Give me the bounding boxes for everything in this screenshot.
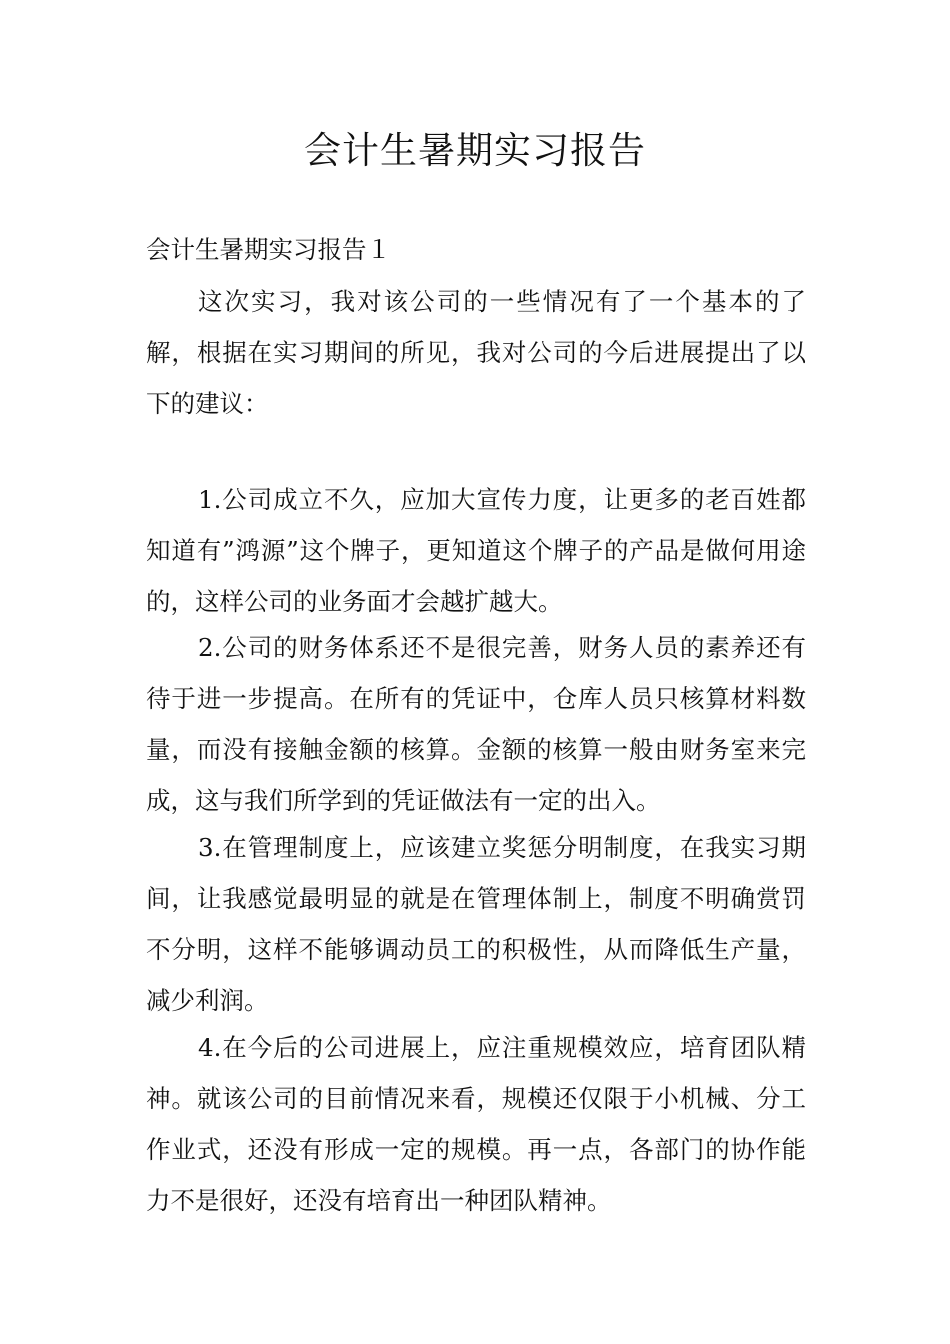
paragraph-suggestion-3: 3.在管理制度上，应该建立奖惩分明制度，在我实习期间，让我感觉最明显的就是在管理体制上，制度不明确赏罚不分明，这样不能够调动员工的积极性，从而降低生产量，减少利润。 xyxy=(146,833,806,1015)
paragraph-suggestion-2: 2.公司的财务体系还不是很完善，财务人员的素养还有待于进一步提高。在所有的凭证中，仓库人员只核算材料数量，而没有接触金额的核算。金额的核算一般由财务室来完成，这与我们所学到的凭证做法有一定的出入。 xyxy=(146,633,806,815)
document-title: 会计生暑期实习报告 xyxy=(304,129,646,172)
document-subtitle: 会计生暑期实习报告１ xyxy=(146,235,391,264)
paragraph-suggestion-1: 1.公司成立不久，应加大宣传力度，让更多的老百姓都知道有”鸿源”这个牌子，更知道这个牌子的产品是做何用途的，这样公司的业务面才会越扩越大。 xyxy=(146,485,806,616)
paragraph-suggestion-4: 4.在今后的公司进展上，应注重规模效应，培育团队精神。就该公司的目前情况来看，规模还仅限于小机械、分工作业式，还没有形成一定的规模。再一点，各部门的协作能力不是很好，还没有培育出一种团队精神。 xyxy=(146,1033,806,1215)
paragraph-intro: 这次实习，我对该公司的一些情况有了一个基本的了解，根据在实习期间的所见，我对公司的今后进展提出了以下的建议： xyxy=(146,287,806,418)
